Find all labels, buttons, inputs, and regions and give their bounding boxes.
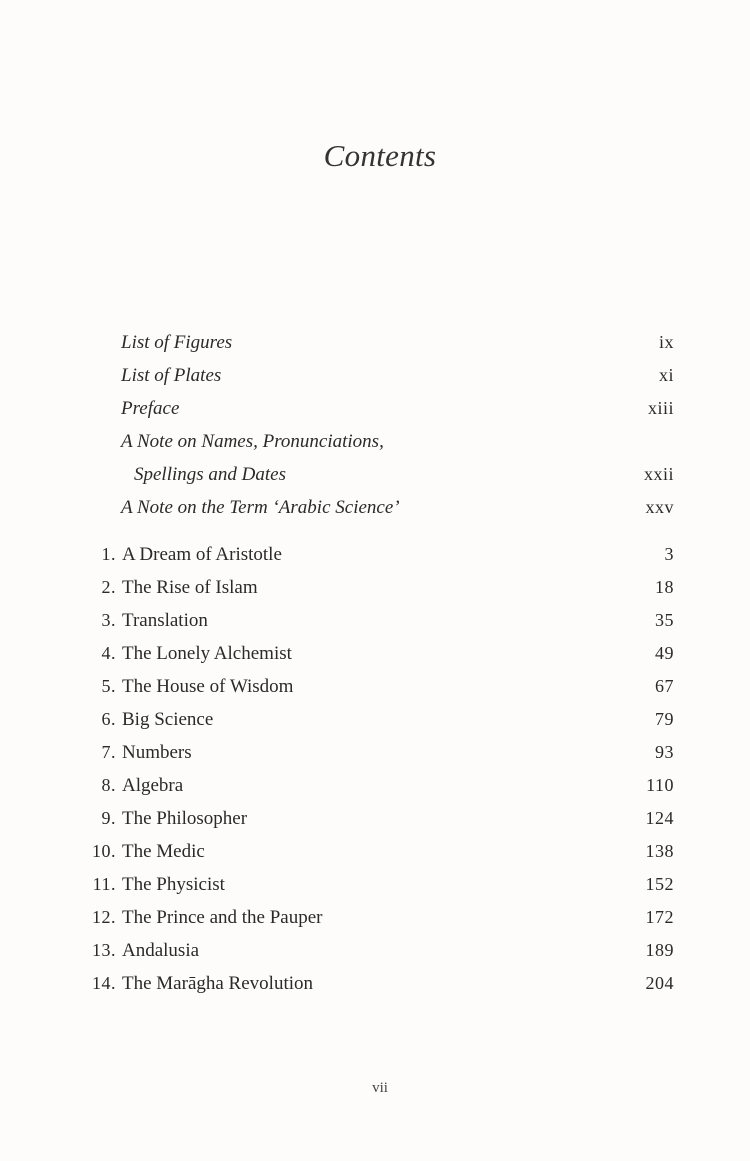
toc-entry-page: ix: [658, 332, 674, 352]
toc-chapter-14[interactable]: [0, 973, 750, 1006]
toc-entry-list-of-plates[interactable]: [0, 365, 750, 398]
chapter-title: The Prince and the Pauper: [122, 907, 323, 928]
toc-chapter-1[interactable]: [0, 544, 750, 577]
chapter-title: The Medic: [122, 841, 205, 862]
toc-entry-page: xiii: [647, 398, 674, 418]
toc-entry-page: xi: [658, 365, 674, 385]
toc-entry-title: Preface: [121, 398, 180, 419]
toc-chapter-11[interactable]: [0, 874, 750, 907]
chapter-title: Big Science: [122, 709, 214, 730]
chapter-number: 13.: [92, 940, 116, 960]
toc-chapter-7[interactable]: [0, 742, 750, 775]
chapter-number: 2.: [101, 577, 116, 597]
toc-chapter-9[interactable]: [0, 808, 750, 841]
chapter-number: 7.: [101, 742, 116, 762]
front-matter-list: [0, 332, 750, 530]
chapter-title: The House of Wisdom: [122, 676, 294, 697]
chapter-page: 138: [645, 841, 674, 861]
chapter-page: 189: [645, 940, 674, 960]
toc-entry-title: A Note on the Term ‘Arabic Science’: [121, 497, 400, 518]
page-title: Contents: [323, 138, 437, 173]
chapter-page: 3: [664, 544, 674, 564]
chapter-number: 9.: [101, 808, 116, 828]
toc-chapter-4[interactable]: [0, 643, 750, 676]
chapter-title: Algebra: [122, 775, 184, 796]
chapter-number: 8.: [101, 775, 116, 795]
chapter-page: 49: [655, 643, 674, 663]
toc-chapter-6[interactable]: [0, 709, 750, 742]
toc-entry-page: xxv: [645, 497, 674, 517]
chapter-title: Translation: [122, 610, 208, 631]
chapter-number: 3.: [101, 610, 116, 630]
chapter-number: 5.: [101, 676, 116, 696]
toc-chapter-12[interactable]: [0, 907, 750, 940]
toc-entry-list-of-figures[interactable]: [0, 332, 750, 365]
chapter-number: 10.: [92, 841, 116, 861]
toc-entry-preface[interactable]: [0, 398, 750, 431]
chapter-title: A Dream of Aristotle: [122, 544, 282, 565]
chapter-page: 18: [655, 577, 674, 597]
chapter-number: 6.: [101, 709, 116, 729]
chapter-title: The Philosopher: [122, 808, 248, 829]
toc-entry-title: List of Figures: [121, 332, 233, 353]
chapter-title: Andalusia: [122, 940, 200, 961]
chapter-number: 11.: [92, 874, 116, 894]
chapter-list: [0, 544, 750, 1006]
chapter-page: 67: [655, 676, 674, 696]
chapter-page: 172: [645, 907, 674, 927]
chapter-page: 204: [645, 973, 674, 993]
toc-entry-title-continued: Spellings and Dates: [134, 464, 286, 485]
chapter-page: 152: [645, 874, 674, 894]
toc-chapter-3[interactable]: [0, 610, 750, 643]
toc-entry-note-on-arabic-science[interactable]: [0, 497, 750, 530]
chapter-title: The Physicist: [122, 874, 225, 895]
chapter-title: The Lonely Alchemist: [122, 643, 292, 664]
chapter-number: 4.: [101, 643, 116, 663]
toc-entry-note-on-names[interactable]: [0, 431, 750, 497]
chapter-page: 35: [655, 610, 674, 630]
chapter-number: 1.: [101, 544, 116, 564]
chapter-title: The Marāgha Revolution: [122, 973, 314, 994]
toc-entry-title: List of Plates: [121, 365, 222, 386]
chapter-number: 14.: [92, 973, 116, 993]
toc-chapter-13[interactable]: [0, 940, 750, 973]
chapter-page: 79: [655, 709, 674, 729]
page-number: vii: [372, 1080, 388, 1096]
toc-chapter-8[interactable]: [0, 775, 750, 808]
toc-entry-page: xxii: [643, 464, 674, 484]
chapter-page: 93: [655, 742, 674, 762]
chapter-title: The Rise of Islam: [122, 577, 258, 598]
toc-chapter-10[interactable]: [0, 841, 750, 874]
chapter-number: 12.: [92, 907, 116, 927]
toc-chapter-5[interactable]: [0, 676, 750, 709]
chapter-page: 124: [645, 808, 674, 828]
toc-entry-title: A Note on Names, Pronunciations,: [121, 431, 384, 452]
chapter-title: Numbers: [122, 742, 192, 763]
toc-chapter-2[interactable]: [0, 577, 750, 610]
chapter-page: 110: [646, 775, 674, 795]
